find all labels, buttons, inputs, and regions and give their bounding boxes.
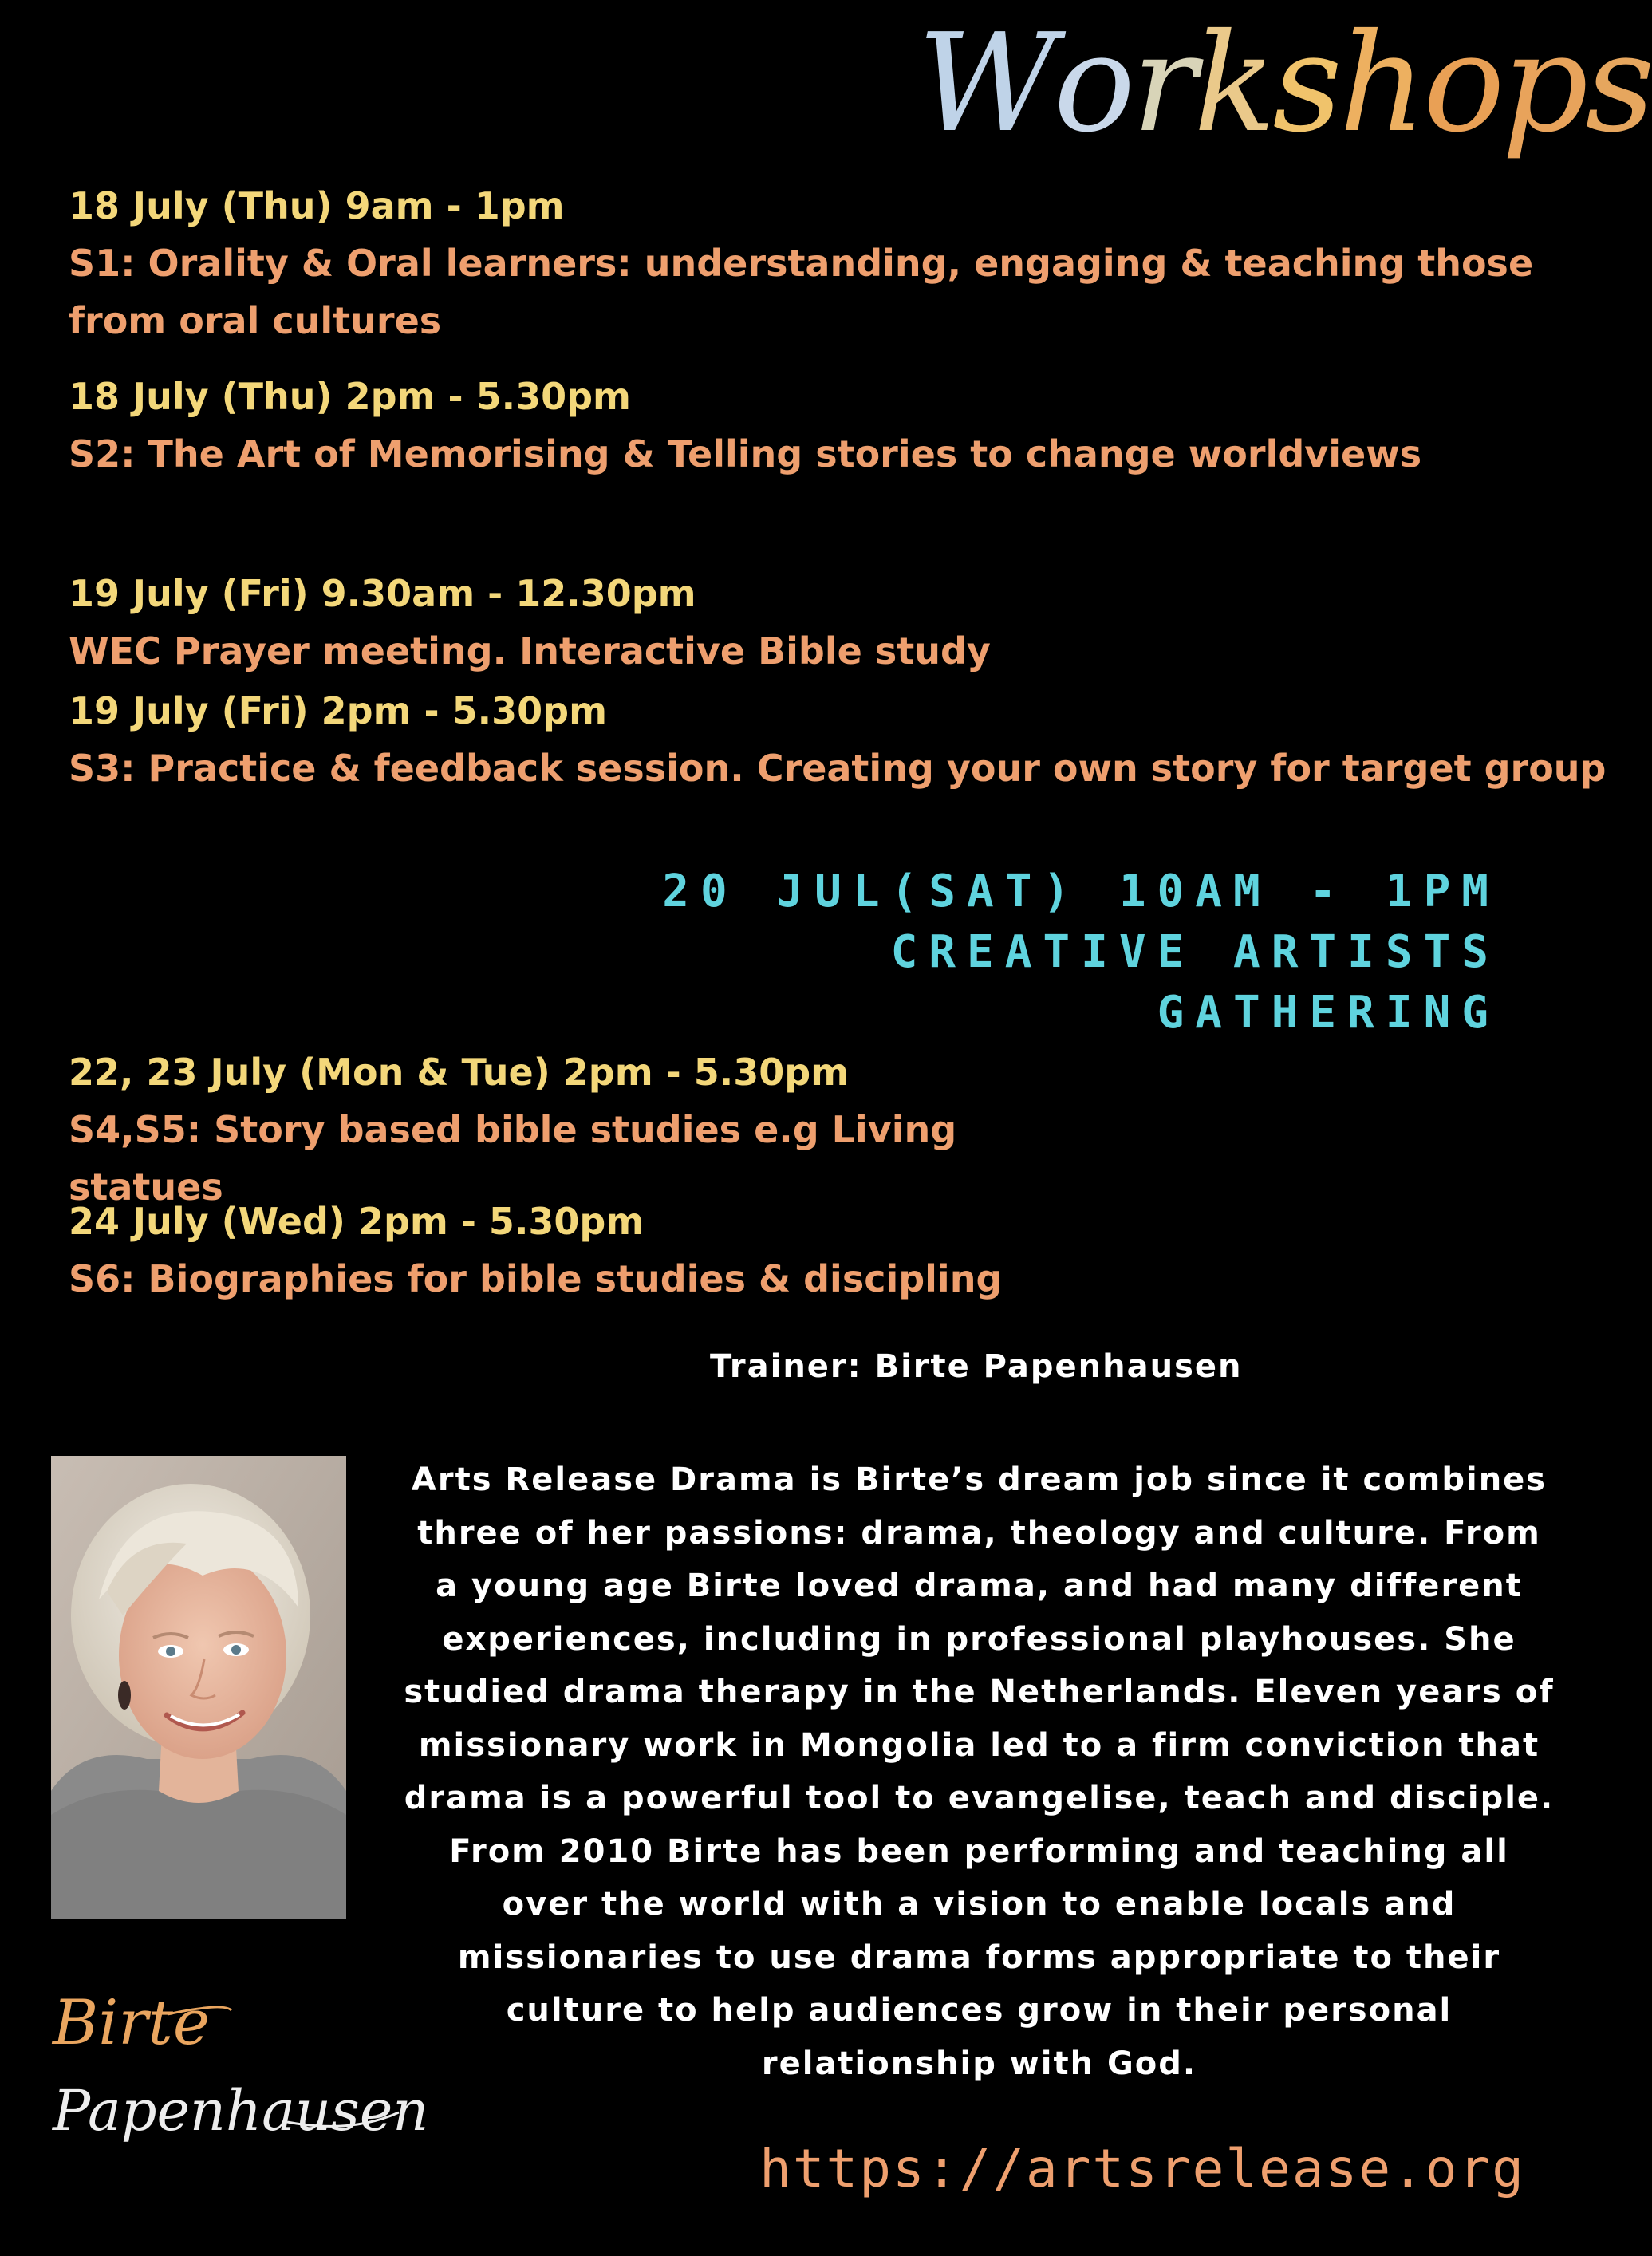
- session-date: 18 July (Thu) 9am - 1pm: [69, 184, 565, 227]
- title-letter: o: [1423, 5, 1502, 163]
- title-letter: r: [1132, 5, 1194, 163]
- title-letter: h: [1339, 5, 1424, 163]
- trainer-heading: Trainer: Birte Papenhausen: [710, 1348, 1243, 1385]
- session-description: S3: Practice & feedback session. Creating your own story for target group: [69, 747, 1607, 790]
- creative-artists-banner: [503, 862, 1500, 1043]
- title-letter: p: [1501, 5, 1586, 163]
- banner-line: GATHERING: [1157, 987, 1500, 1039]
- signature-last-name: Papenhausen: [53, 2078, 429, 2144]
- banner-line: CREATIVE ARTISTS: [890, 926, 1500, 978]
- trainer-photo: [51, 1456, 346, 1919]
- session-s1: [69, 177, 1568, 349]
- title-letter: W: [917, 5, 1054, 163]
- signature-first-name: Birte: [53, 1987, 211, 2059]
- signature: [48, 1970, 429, 2170]
- website-link[interactable]: https://artsrelease.org: [759, 2138, 1525, 2199]
- banner-line: 20 JUL(SAT) 10AM - 1PM: [662, 866, 1500, 917]
- session-description: S6: Biographies for bible studies & discipling: [69, 1257, 1003, 1300]
- page-title: [917, 5, 1652, 163]
- session-wec: [69, 565, 1568, 680]
- session-date: 19 July (Fri) 2pm - 5.30pm: [69, 689, 607, 732]
- title-letter: k: [1193, 5, 1273, 163]
- session-date: 22, 23 July (Mon & Tue) 2pm - 5.30pm: [69, 1051, 850, 1094]
- title-letter: s: [1585, 5, 1652, 163]
- session-s3: [69, 682, 1607, 797]
- session-s6: [69, 1193, 1568, 1307]
- session-description: WEC Prayer meeting. Interactive Bible study: [69, 629, 991, 672]
- trainer-bio: Arts Release Drama is Birte’s dream job since it combines three of her passions: drama, theology and culture. From a young age Birte loved drama, and had many different experiences, including in professional playhouses. She studied drama therapy in the Netherlands. Eleven years of missionary work in Mongolia led to a firm conviction that drama is a powerful tool to evangelise, teach and disciple. From 2010 Birte has been performing and teaching all over the world with a vision to enable locals and missionaries to use drama forms appropriate to their culture to help audiences grow in their personal relationship with God.: [404, 1461, 1555, 2082]
- session-description: S2: The Art of Memorising & Telling stories to change worldviews: [69, 432, 1422, 475]
- session-date: 19 July (Fri) 9.30am - 12.30pm: [69, 572, 696, 615]
- title-letter: o: [1053, 5, 1133, 163]
- session-description: S1: Orality & Oral learners: understanding, engaging & teaching those from oral cultures: [69, 242, 1534, 342]
- session-s2: [69, 368, 1568, 483]
- session-date: 24 July (Wed) 2pm - 5.30pm: [69, 1200, 645, 1243]
- session-s4-s5: [69, 1043, 1106, 1216]
- session-date: 18 July (Thu) 2pm - 5.30pm: [69, 375, 631, 418]
- title-letter: s: [1272, 5, 1339, 163]
- session-description: S4,S5: Story based bible studies e.g Living statues: [69, 1108, 957, 1209]
